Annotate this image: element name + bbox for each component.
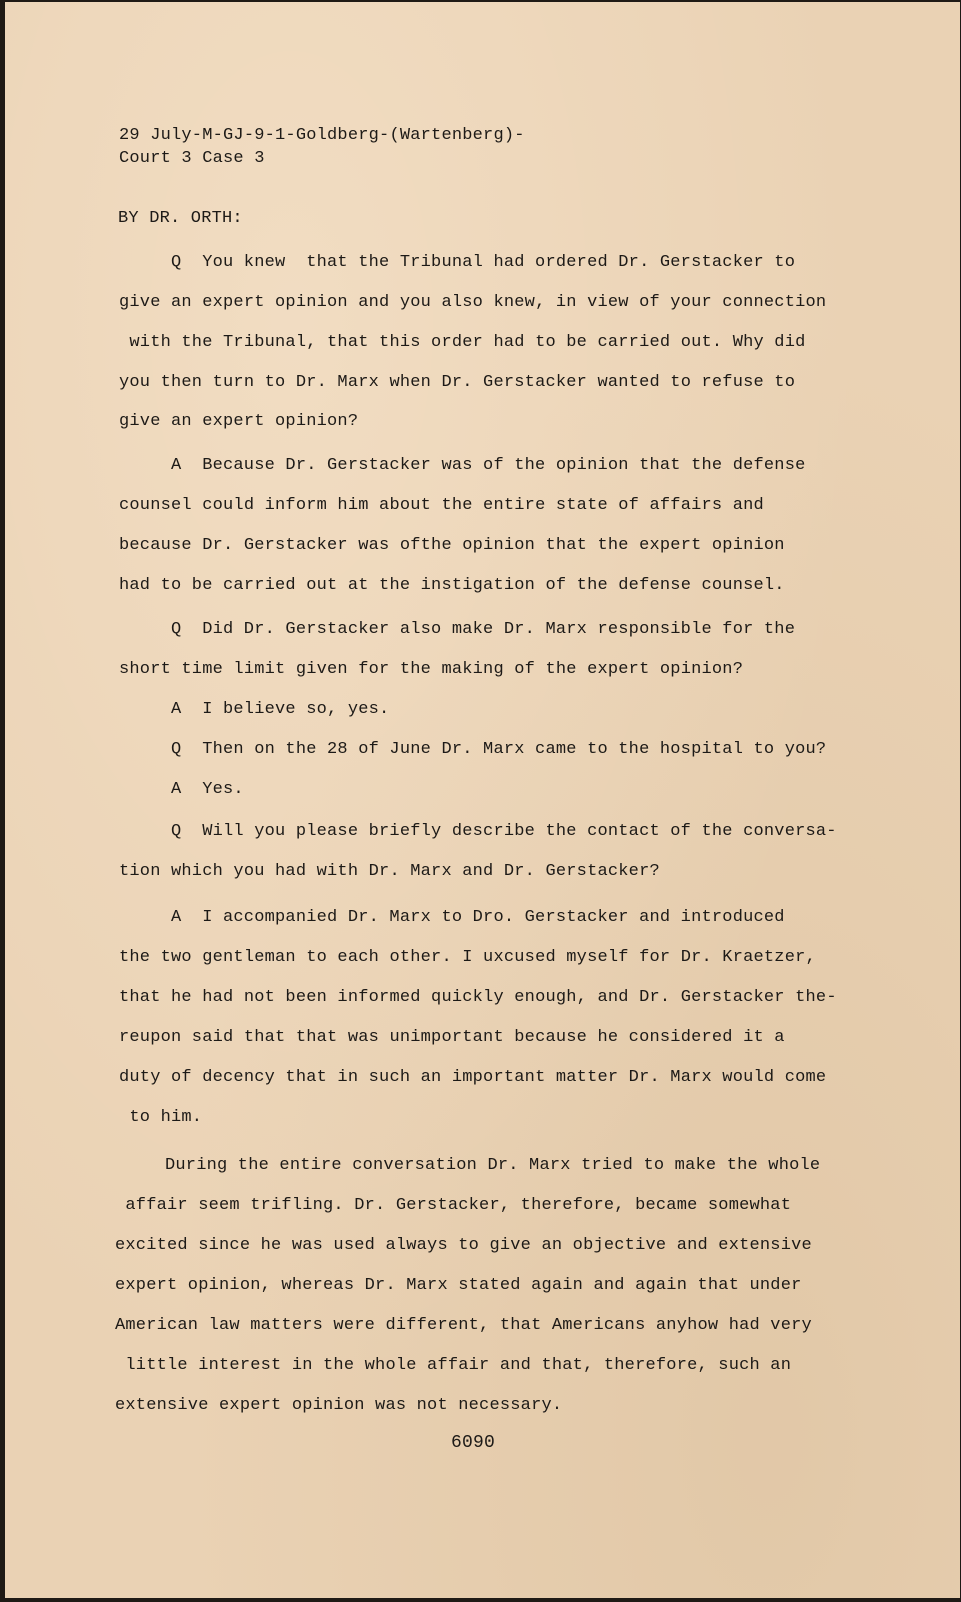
body-line: reupon said that that was unimportant because he considered it a bbox=[119, 1028, 785, 1047]
body-line: had to be carried out at the instigation of the defense counsel. bbox=[119, 576, 785, 595]
body-line: expert opinion, whereas Dr. Marx stated again and again that under bbox=[115, 1276, 802, 1295]
header-line-2: Court 3 Case 3 bbox=[119, 149, 265, 168]
examiner-heading: BY DR. ORTH: bbox=[118, 209, 243, 228]
body-line: the two gentleman to each other. I uxcused myself for Dr. Kraetzer, bbox=[119, 948, 816, 967]
transcript-page bbox=[5, 2, 960, 1598]
body-line: that he had not been informed quickly enough, and Dr. Gerstacker the- bbox=[119, 988, 837, 1007]
body-line: affair seem trifling. Dr. Gerstacker, therefore, became somewhat bbox=[115, 1196, 792, 1215]
body-line: American law matters were different, that Americans anyhow had very bbox=[115, 1316, 812, 1335]
body-line: you then turn to Dr. Marx when Dr. Gerstacker wanted to refuse to bbox=[119, 373, 796, 392]
body-line: extensive expert opinion was not necessary. bbox=[115, 1396, 563, 1415]
body-line: Q Will you please briefly describe the contact of the conversa- bbox=[171, 822, 837, 841]
body-line: Q You knew that the Tribunal had ordered Dr. Gerstacker to bbox=[171, 253, 796, 272]
body-line: excited since he was used always to give an objective and extensive bbox=[115, 1236, 812, 1255]
header-line-1: 29 July-M-GJ-9-1-Goldberg-(Wartenberg)- bbox=[119, 126, 525, 145]
body-line: duty of decency that in such an important matter Dr. Marx would come bbox=[119, 1068, 827, 1087]
body-line: to him. bbox=[119, 1108, 203, 1127]
body-line: counsel could inform him about the entire state of affairs and bbox=[119, 496, 764, 515]
body-line: A Yes. bbox=[171, 780, 244, 799]
body-line: Q Then on the 28 of June Dr. Marx came to the hospital to you? bbox=[171, 740, 827, 759]
body-line: A I accompanied Dr. Marx to Dro. Gerstacker and introduced bbox=[171, 908, 785, 927]
page-number: 6090 bbox=[451, 1433, 496, 1453]
body-line: tion which you had with Dr. Marx and Dr. Gerstacker? bbox=[119, 862, 660, 881]
body-line: Q Did Dr. Gerstacker also make Dr. Marx responsible for the bbox=[171, 620, 796, 639]
body-line: because Dr. Gerstacker was ofthe opinion that the expert opinion bbox=[119, 536, 785, 555]
body-line: give an expert opinion? bbox=[119, 412, 359, 431]
body-line: with the Tribunal, that this order had to be carried out. Why did bbox=[119, 333, 806, 352]
body-line: little interest in the whole affair and that, therefore, such an bbox=[115, 1356, 792, 1375]
body-line: short time limit given for the making of the expert opinion? bbox=[119, 660, 744, 679]
body-line: During the entire conversation Dr. Marx tried to make the whole bbox=[165, 1156, 821, 1175]
body-line: A I believe so, yes. bbox=[171, 700, 390, 719]
body-line: give an expert opinion and you also knew, in view of your connection bbox=[119, 293, 827, 312]
body-line: A Because Dr. Gerstacker was of the opinion that the defense bbox=[171, 456, 806, 475]
